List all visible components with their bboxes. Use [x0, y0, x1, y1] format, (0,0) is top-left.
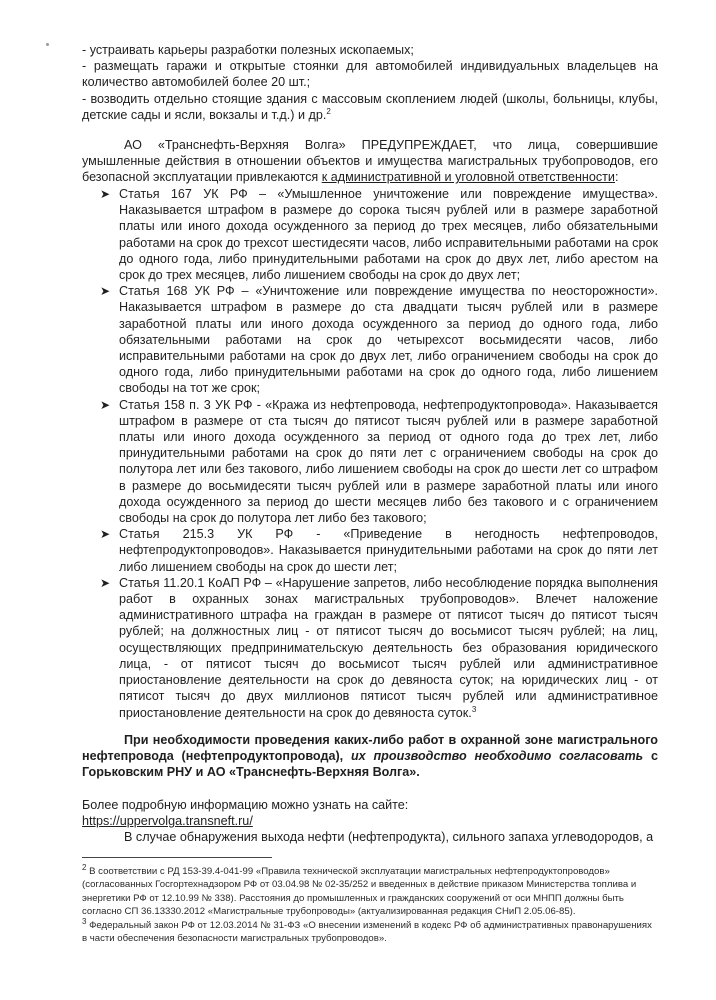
necessity-paragraph: При необходимости проведения каких-либо работ в охранной зоне магистрального нефтепровода (нефтепродуктопровода), их производство необходимо согласовать с Горьковским РНУ и АО «Транснефть-Верхняя Волга».: [82, 733, 658, 780]
prohibition-item: - возводить отдельно стоящие здания с массовым скоплением людей (школы, больницы, клубы, детские сады и ясли, вокзалы и т.д.) и др.$^2$: [82, 91, 658, 122]
necessity-emphasis: их производство необходимо согласовать: [350, 749, 644, 764]
arrow-bullet-icon: ➤: [100, 397, 111, 412]
article-item: ➤ Статья 167 УК РФ – «Умышленное уничтожение или повреждение имущества». Наказывается штрафом в размере до сорока тысяч рублей или в размере заработной платы или иного дохода осужденного за период до трех месяцев, либо обязательными работами на срок до трехсот шестидесяти часов, либо исправительными работами на срок до одного года, либо принудительными работами на срок до двух лет, либо арестом на срок до трех месяцев, либо лишением свободы на срок до двух лет;: [100, 187, 658, 283]
arrow-bullet-icon: ➤: [100, 187, 111, 201]
emergency-text: В случае обнаружения выхода нефти (нефтепродукта), сильного запаха углеводородов, а: [124, 830, 654, 845]
footnote: $^2$ В соответствии с РД 153-39.4-041-99 «Правила технической эксплуатации магистральных нефтепродуктопроводов» (согласованных Госгортехнадзором РФ от 03.04.98 № 02-35/252 и введенных в действие приказом Министерства топлива и энергетики РФ от 12.10.99 № 338). Расстояния до промышленных и гражданских сооружений от оси МНПП должны быть согласно СП 36.13330.2012 «Магистральные трубопроводы» (актуализированная редакция СНиП 2.05.06-85).: [82, 862, 637, 918]
footnote: $^3$ Федеральный закон РФ от 12.03.2014 № 31-ФЗ «О внесении изменений в кодекс РФ об административных правонарушениях в части обеспечения безопасности магистральных трубопроводов».: [82, 916, 652, 945]
warning-paragraph: АО «Транснефть-Верхняя Волга» ПРЕДУПРЕЖДАЕТ, что лица, совершившие умышленные действия в отношении объектов и имущества магистральных трубопроводов, его безопасной эксплуатации привлекаются к административной и уголовной ответственности:: [82, 138, 658, 185]
prohibitions-list: [82, 42, 658, 123]
article-item: ➤ Статья 168 УК РФ – «Уничтожение или повреждение имущества по неосторожности». Наказывается штрафом в размере до ста двадцати тысяч рублей или в размере заработной платы или иного дохода осужденного за период до одного года, либо обязательными работами на срок до четырехсот восьмидесяти часов, либо исправительными работами на срок до двух лет, либо ограничением свободы на срок до одного года, либо принудительными работами на срок до одного года, либо лишением свободы на тот же срок;: [100, 284, 658, 396]
article-item: ➤ Статья 215.3 УК РФ - «Приведение в негодность нефтепроводов, нефтепродуктопроводов». Наказывается принудительными работами на срок до пяти лет либо лишением свободы на срок до шести лет;: [100, 527, 658, 574]
arrow-bullet-icon: ➤: [100, 575, 111, 590]
warning-keyword: ПРЕДУПРЕЖДАЕТ: [361, 138, 474, 152]
footnote-ref: 2: [326, 106, 331, 116]
website-link[interactable]: https://uppervolga.transneft.ru/: [82, 814, 253, 829]
articles-list: [82, 186, 658, 721]
scan-speck: [46, 43, 49, 46]
article-item: ➤ Статья 11.20.1 КоАП РФ – «Нарушение запретов, либо несоблюдение порядка выполнения работ в охранных зонах магистральных трубопроводов». Влечет наложение административного штрафа на граждан в размере от пятисот тысяч до пятисот тысяч рублей; на должностных лиц - от пятисот тысяч до восьмисот тысяч рублей; на лиц, осуществляющих предпринимательскую деятельность без образования юридического лица, - от пятисот тысяч до восьмисот тысяч рублей или административное приостановление деятельности на срок до девяноста суток; на юридических лиц - от пятисот тысяч до двух миллионов пятисот тысяч рублей или административное приостановление деятельности на срок до девяноста суток.$^3$: [100, 575, 658, 720]
footnote-ref: 3: [471, 704, 477, 714]
liability-text: к административной и уголовной ответственности: [321, 170, 615, 185]
footnotes: [82, 862, 658, 945]
prohibition-item: - размещать гаражи и открытые стоянки для автомобилей индивидуальных владельцев на количество автомобилей более 20 шт.;: [82, 59, 658, 90]
prohibition-item: - устраивать карьеры разработки полезных ископаемых;: [82, 43, 414, 57]
more-info-text: Более подробную информацию можно узнать на сайте:: [82, 798, 409, 812]
footnote-divider: [82, 857, 272, 858]
more-info: [82, 797, 658, 846]
arrow-bullet-icon: ➤: [100, 284, 111, 299]
article-item: ➤ Статья 158 п. 3 УК РФ - «Кража из нефтепровода, нефтепродуктопровода». Наказывается штрафом в размере от ста тысяч до пятисот тысяч рублей или в размере заработной платы или иного дохода осужденного за период от одного года до трех лет, либо принудительными работами на срок до пяти лет с ограничением свободы на срок до полутора лет или без такового, либо лишением свободы на срок до шести лет со штрафом в размере до восьмидесяти тысяч рублей или в размере заработной платы или иного дохода осужденного за период до шести месяцев либо без такового и с ограничением свободы на срок до полутора лет либо без такового;: [100, 397, 658, 526]
arrow-bullet-icon: ➤: [100, 527, 111, 542]
